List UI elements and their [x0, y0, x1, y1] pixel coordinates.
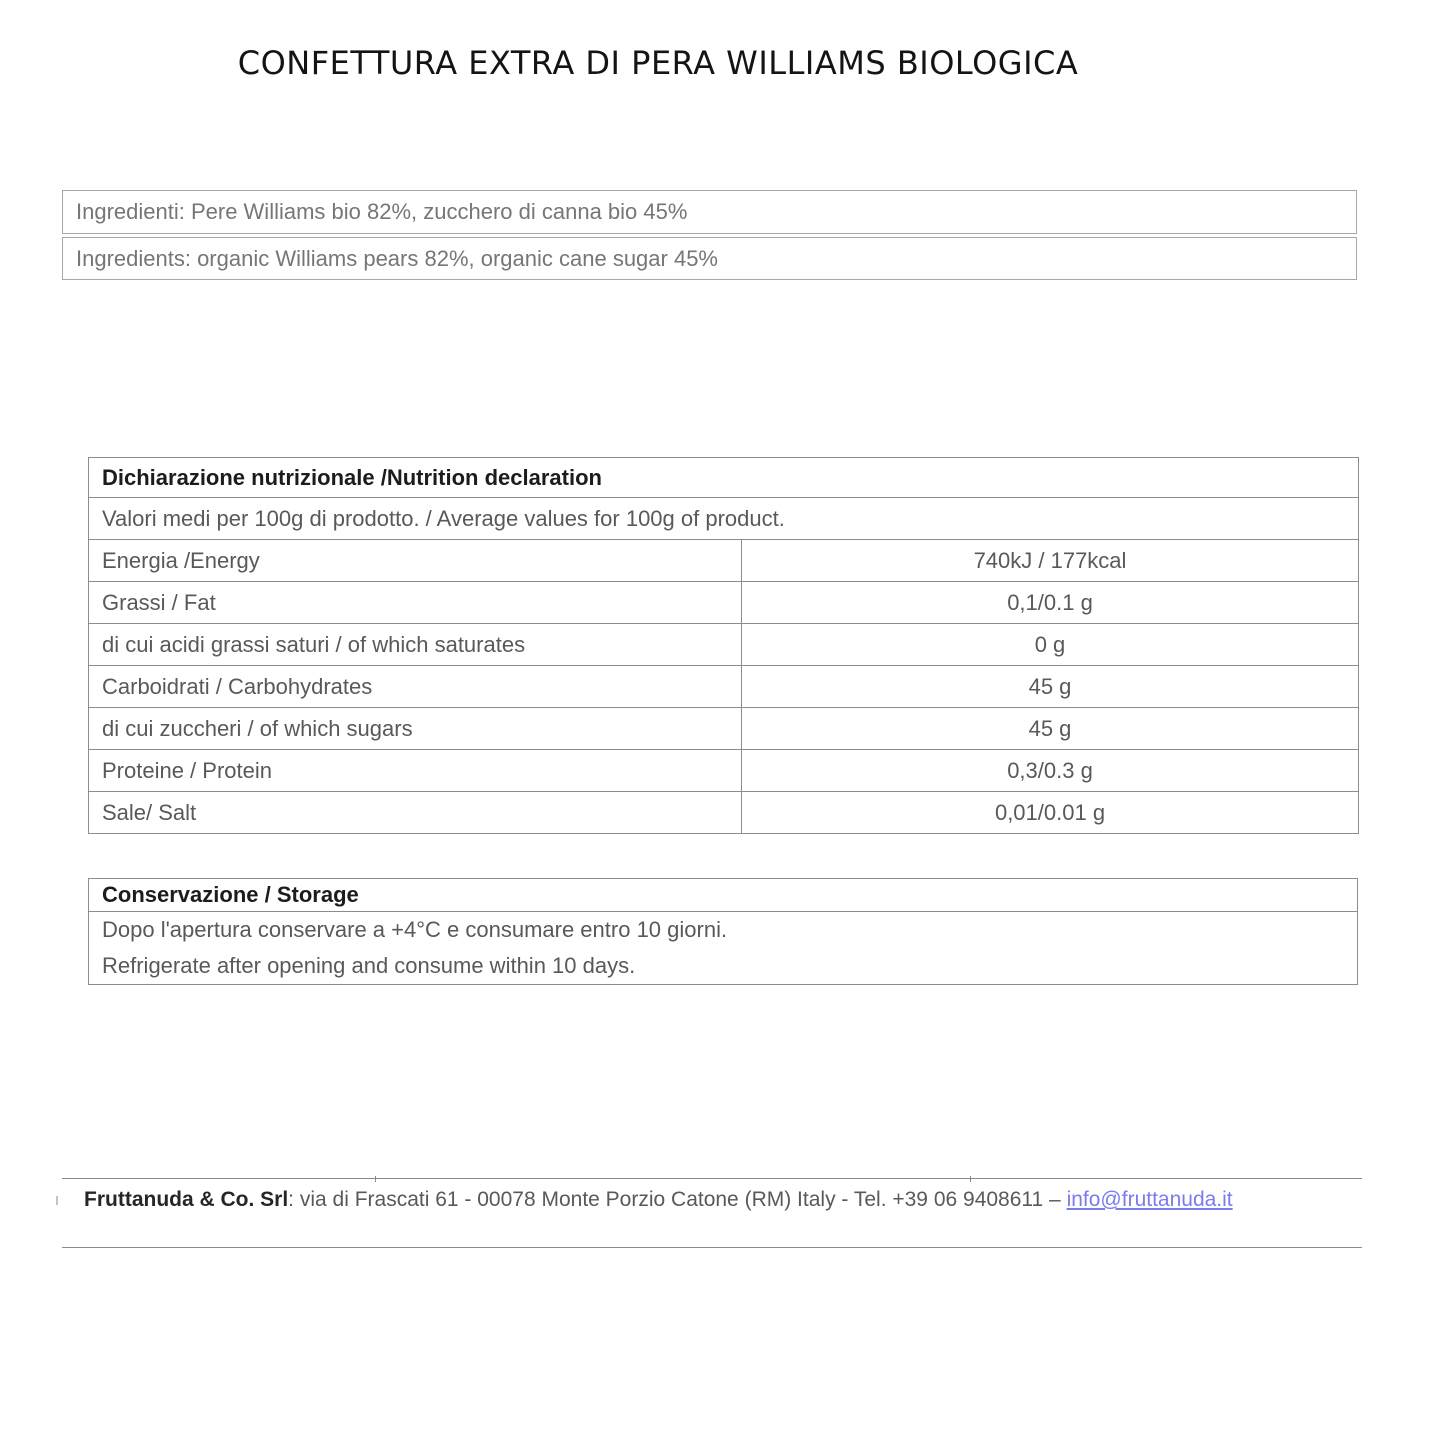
storage-table-title: Conservazione / Storage	[89, 879, 1358, 912]
nutrient-value: 740kJ / 177kcal	[742, 540, 1359, 582]
table-row	[89, 582, 1359, 624]
nutrient-value: 45 g	[742, 666, 1359, 708]
storage-instructions	[89, 912, 1358, 985]
storage-line-english: Refrigerate after opening and consume within 10 days.	[102, 953, 636, 978]
nutrient-label: Grassi / Fat	[89, 582, 742, 624]
ingredients-row-english: Ingredients: organic Williams pears 82%, organic cane sugar 45%	[62, 237, 1357, 280]
nutrient-value: 0 g	[742, 624, 1359, 666]
storage-table	[88, 878, 1358, 985]
nutrition-header-row	[89, 458, 1359, 498]
footer-divider-tick	[970, 1176, 971, 1182]
company-name: Fruttanuda & Co. Srl	[84, 1188, 289, 1211]
nutrient-label: Sale/ Salt	[89, 792, 742, 834]
nutrient-label: Energia /Energy	[89, 540, 742, 582]
ingredients-section	[62, 190, 1357, 280]
footer-top-divider	[62, 1178, 1362, 1179]
storage-header-row	[89, 879, 1358, 912]
footer-bottom-divider	[62, 1247, 1362, 1248]
table-row	[89, 708, 1359, 750]
nutrient-value: 0,01/0.01 g	[742, 792, 1359, 834]
table-row	[89, 666, 1359, 708]
storage-line-italian: Dopo l'apertura conservare a +4°C e consumare entro 10 giorni.	[102, 917, 728, 942]
table-row	[89, 540, 1359, 582]
nutrient-value: 0,1/0.1 g	[742, 582, 1359, 624]
nutrition-table	[88, 457, 1359, 834]
table-row	[89, 624, 1359, 666]
table-row	[89, 792, 1359, 834]
table-row	[89, 750, 1359, 792]
footer-divider-tick	[375, 1176, 376, 1182]
nutrient-label: di cui zuccheri / of which sugars	[89, 708, 742, 750]
page-title-row	[0, 44, 1316, 82]
ingredients-row-italian: Ingredienti: Pere Williams bio 82%, zucchero di canna bio 45%	[62, 190, 1357, 234]
nutrient-label: Carboidrati / Carbohydrates	[89, 666, 742, 708]
footer-left-border-mark	[56, 1196, 58, 1205]
nutrient-value: 0,3/0.3 g	[742, 750, 1359, 792]
nutrition-subheader-row	[89, 498, 1359, 540]
nutrition-table-subtitle: Valori medi per 100g di prodotto. / Average values for 100g of product.	[89, 498, 1359, 540]
email-link[interactable]: info@fruttanuda.it	[1066, 1188, 1233, 1211]
nutrient-label: di cui acidi grassi saturi / of which saturates	[89, 624, 742, 666]
nutrient-value: 45 g	[742, 708, 1359, 750]
storage-body-row	[89, 912, 1358, 985]
company-address: : via di Frascati 61 - 00078 Monte Porzio Catone (RM) Italy - Tel. +39 06 9408611 –	[288, 1188, 1067, 1211]
nutrition-table-title: Dichiarazione nutrizionale /Nutrition declaration	[89, 458, 1359, 498]
footer-contact-line	[84, 1188, 1233, 1212]
product-title: CONFETTURA EXTRA DI PERA WILLIAMS BIOLOGICA	[237, 44, 1079, 82]
nutrient-label: Proteine / Protein	[89, 750, 742, 792]
